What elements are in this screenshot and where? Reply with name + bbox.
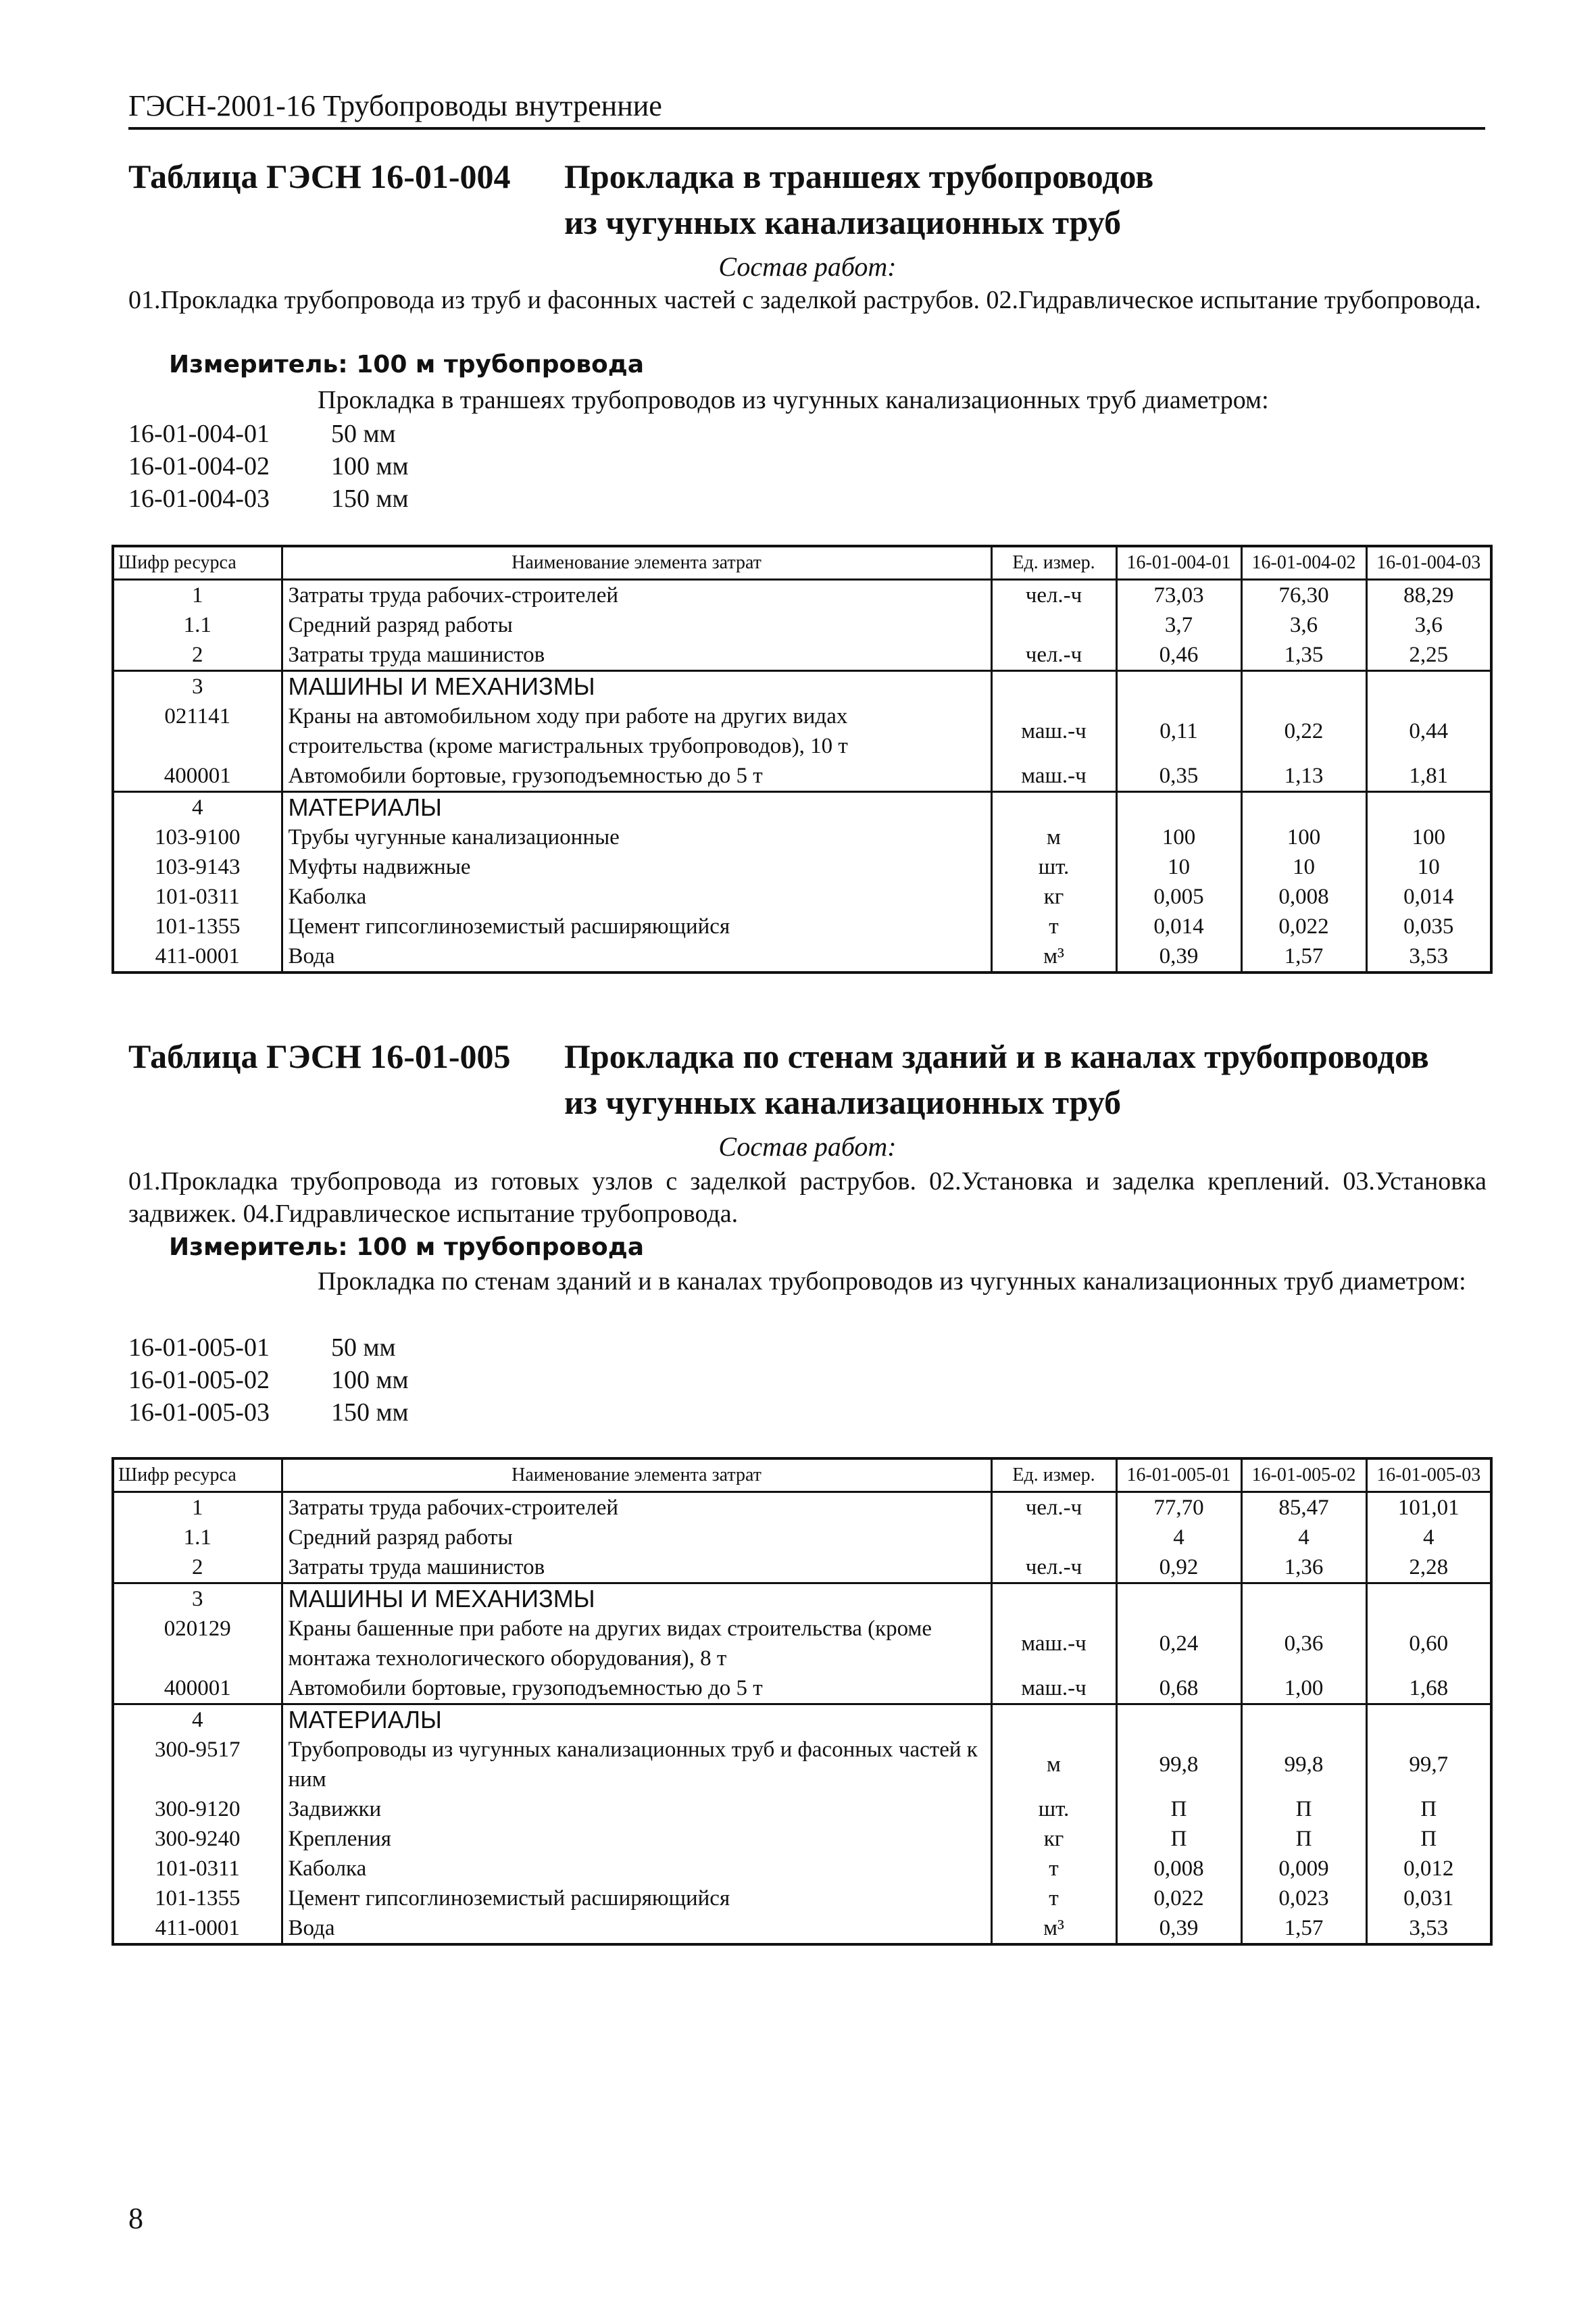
- cell-value: 0,46: [1116, 640, 1241, 671]
- cell-value: 0,24: [1116, 1614, 1241, 1673]
- cell-value: 0,22: [1241, 701, 1366, 761]
- cell-unit: [991, 671, 1116, 702]
- cell-code: 3: [113, 1583, 282, 1615]
- section-row: [113, 1704, 1491, 1736]
- cell-value: 101,01: [1397, 1496, 1460, 1520]
- page-number: 8: [128, 2202, 143, 2235]
- cell-code: 4: [113, 792, 282, 823]
- cell-name: Затраты труда рабочих-строителей: [282, 1492, 991, 1523]
- variants-intro: Прокладка по стенам зданий и в каналах трубопроводов из чугунных канализационных труб диаметром:: [318, 1267, 1466, 1296]
- section-row: [113, 671, 1491, 702]
- cell-value: [1116, 671, 1241, 702]
- works-text: 01.Прокладка трубопровода из готовых узлов с заделкой раструбов. 02.Установка и заделка креплений. 03.Установка задвижек. 04.Гидравлическое испытание трубопровода.: [128, 1167, 1487, 1228]
- cell-value: 1,81: [1366, 761, 1491, 792]
- cell-code: 411-0001: [113, 941, 282, 973]
- cell-value: 10: [1241, 852, 1366, 882]
- cell-value: 0,68: [1116, 1673, 1241, 1704]
- cell-value: 10: [1116, 852, 1241, 882]
- col-header-code: Шифр ресурса: [113, 1458, 282, 1492]
- table-row: [113, 1884, 1491, 1913]
- table-row: [113, 1552, 1491, 1583]
- variant-value: 100 мм: [331, 452, 409, 481]
- cell-value: 0,39: [1116, 941, 1241, 973]
- cell-name: Автомобили бортовые, грузоподъемностью до 5 т: [282, 1673, 991, 1704]
- variant-code: 16-01-005-02: [128, 1366, 270, 1394]
- cell-value: 0,008: [1116, 1854, 1241, 1884]
- cell-name: Крепления: [282, 1824, 991, 1854]
- cell-value: 99,8: [1241, 1735, 1366, 1794]
- col-header-variant-2: 16-01-005-02: [1241, 1458, 1366, 1492]
- table-row: [113, 701, 1491, 761]
- cell-value: 3,6: [1241, 610, 1366, 640]
- table-row: [113, 1673, 1491, 1704]
- cell-code: 101-0311: [113, 1854, 282, 1884]
- cell-value: 76,30: [1241, 580, 1366, 611]
- cell-unit: т: [991, 1854, 1116, 1884]
- cell-name: Задвижки: [282, 1794, 991, 1824]
- table-row: [113, 1854, 1491, 1884]
- cell-name: Трубы чугунные канализационные: [282, 822, 991, 852]
- cell-unit: чел.-ч: [991, 1492, 1116, 1523]
- cell-value: [1116, 1704, 1241, 1736]
- cell-value: 1,00: [1241, 1673, 1366, 1704]
- cell-unit: маш.-ч: [991, 1614, 1116, 1673]
- cell-value: 0,023: [1241, 1884, 1366, 1913]
- cell-value: П: [1241, 1824, 1366, 1854]
- table-row: [113, 761, 1491, 792]
- cell-unit: м: [991, 822, 1116, 852]
- cell-value: 4: [1116, 1523, 1241, 1552]
- cell-value: 99,8: [1116, 1735, 1241, 1794]
- cell-value: 0,022: [1116, 1884, 1241, 1913]
- table-label: Таблица ГЭСН 16-01-004: [128, 157, 511, 195]
- table-row: [113, 912, 1491, 941]
- cell-value: 1,57: [1241, 941, 1366, 973]
- cell-value: 0,008: [1241, 882, 1366, 912]
- cell-value: 3,7: [1116, 610, 1241, 640]
- section-title: МАТЕРИАЛЫ: [282, 792, 991, 823]
- table-row: [113, 822, 1491, 852]
- cell-code: 2: [113, 640, 282, 671]
- cell-unit: [991, 610, 1116, 640]
- cell-value: [1366, 1704, 1491, 1736]
- cell-code: 1: [113, 580, 282, 611]
- cell-value: [1241, 1583, 1366, 1615]
- cell-name: Автомобили бортовые, грузоподъемностью до 5 т: [282, 761, 991, 792]
- variant-code: 16-01-004-02: [128, 452, 270, 481]
- cell-value: 10: [1417, 855, 1440, 879]
- cell-value: 0,031: [1403, 1886, 1454, 1911]
- variant-value: 50 мм: [331, 420, 396, 448]
- cell-value: 1,57: [1241, 1913, 1366, 1944]
- cell-name: Цемент гипсоглиноземистый расширяющийся: [282, 1884, 991, 1913]
- works-caption: Состав работ:: [718, 251, 897, 282]
- variant-row: [128, 483, 409, 515]
- table-title-line2: из чугунных канализационных труб: [564, 203, 1122, 241]
- cell-code: 1: [113, 1492, 282, 1523]
- cell-value: 100: [1241, 822, 1366, 852]
- cell-unit: м³: [991, 1913, 1116, 1944]
- variant-row: [128, 450, 409, 483]
- col-header-variant-1: 16-01-005-01: [1116, 1458, 1241, 1492]
- cell-value: 0,60: [1409, 1631, 1449, 1656]
- variant-code: 16-01-004-01: [128, 420, 270, 448]
- cell-value: 100: [1116, 822, 1241, 852]
- cell-value: 85,47: [1241, 1492, 1366, 1523]
- cell-name: Краны башенные при работе на других видах строительства (кроме монтажа технологического оборудования), 8 т: [282, 1614, 991, 1673]
- table-label: Таблица ГЭСН 16-01-005: [128, 1037, 511, 1075]
- cell-name: Затраты труда рабочих-строителей: [282, 580, 991, 611]
- cell-code: 103-9143: [113, 852, 282, 882]
- cell-value: [1116, 792, 1241, 823]
- cell-code: 101-0311: [113, 882, 282, 912]
- table-row: [113, 610, 1491, 640]
- cell-value: 0,014: [1116, 912, 1241, 941]
- variant-value: 150 мм: [331, 1398, 409, 1427]
- section-row: [113, 1583, 1491, 1615]
- cell-value: 100: [1412, 825, 1445, 850]
- variant-code: 16-01-005-03: [128, 1398, 270, 1427]
- meter: Измеритель: 100 м трубопровода: [169, 351, 645, 378]
- cell-value: 0,39: [1116, 1913, 1241, 1944]
- cell-name: Каболка: [282, 1854, 991, 1884]
- cell-unit: чел.-ч: [991, 580, 1116, 611]
- cell-code: 4: [113, 1704, 282, 1736]
- section-row: [113, 792, 1491, 823]
- cell-unit: [991, 1523, 1116, 1552]
- cell-value: П: [1420, 1827, 1437, 1851]
- cell-unit: [991, 1704, 1116, 1736]
- table-row: [113, 1824, 1491, 1854]
- cell-value: П: [1116, 1794, 1241, 1824]
- cell-code: 411-0001: [113, 1913, 282, 1944]
- resource-table-16-01-004: [111, 545, 1493, 974]
- cell-unit: чел.-ч: [991, 640, 1116, 671]
- variants-intro: Прокладка в траншеях трубопроводов из чугунных канализационных труб диаметром:: [318, 386, 1269, 414]
- cell-code: 101-1355: [113, 1884, 282, 1913]
- col-header-code: Шифр ресурса: [113, 546, 282, 580]
- cell-unit: [991, 792, 1116, 823]
- table-row: [113, 941, 1491, 973]
- cell-unit: чел.-ч: [991, 1552, 1116, 1583]
- cell-value: 0,012: [1403, 1856, 1454, 1881]
- table-row: [113, 882, 1491, 912]
- cell-unit: шт.: [991, 852, 1116, 882]
- cell-unit: кг: [991, 882, 1116, 912]
- cell-value: П: [1116, 1824, 1241, 1854]
- variant-code: 16-01-005-01: [128, 1333, 270, 1362]
- table-row: [113, 1913, 1491, 1944]
- cell-value: 2,28: [1366, 1552, 1491, 1583]
- cell-name: Вода: [282, 941, 991, 973]
- cell-value: П: [1241, 1794, 1366, 1824]
- variant-row: [128, 418, 396, 450]
- cell-value: 4: [1423, 1525, 1435, 1550]
- cell-code: 3: [113, 671, 282, 702]
- cell-value: 73,03: [1116, 580, 1241, 611]
- cell-value: 1,13: [1241, 761, 1366, 792]
- cell-value: [1116, 1583, 1241, 1615]
- cell-name: Вода: [282, 1913, 991, 1944]
- cell-code: 101-1355: [113, 912, 282, 941]
- table-title-line2: из чугунных канализационных труб: [564, 1083, 1122, 1121]
- works-text: 01.Прокладка трубопровода из труб и фасонных частей с заделкой раструбов. 02.Гидравлическое испытание трубопровода.: [128, 286, 1482, 314]
- cell-value: 0,035: [1403, 914, 1454, 939]
- cell-code: 300-9240: [113, 1824, 282, 1854]
- cell-unit: кг: [991, 1824, 1116, 1854]
- cell-unit: т: [991, 912, 1116, 941]
- col-header-variant-3: 16-01-004-03: [1366, 546, 1491, 580]
- meter: Измеритель: 100 м трубопровода: [169, 1233, 645, 1261]
- variant-value: 50 мм: [331, 1333, 396, 1362]
- table-header-row: [113, 546, 1491, 580]
- table-row: [113, 1492, 1491, 1523]
- cell-value: 0,36: [1241, 1614, 1366, 1673]
- cell-code: 300-9517: [113, 1735, 282, 1794]
- col-header-unit: Ед. измер.: [991, 1458, 1116, 1492]
- cell-code: 021141: [113, 701, 282, 761]
- cell-value: 77,70: [1116, 1492, 1241, 1523]
- cell-value: П: [1420, 1797, 1437, 1821]
- cell-value: 99,7: [1409, 1752, 1449, 1777]
- cell-unit: [991, 1583, 1116, 1615]
- cell-code: 1.1: [113, 1523, 282, 1552]
- variant-value: 150 мм: [331, 485, 409, 513]
- table-row: [113, 852, 1491, 882]
- table-row: [113, 1735, 1491, 1794]
- cell-unit: м³: [991, 941, 1116, 973]
- cell-name: Затраты труда машинистов: [282, 640, 991, 671]
- cell-code: 400001: [113, 761, 282, 792]
- cell-name: Краны на автомобильном ходу при работе на других видах строительства (кроме магистральных трубопроводов), 10 т: [282, 701, 991, 761]
- col-header-unit: Ед. измер.: [991, 546, 1116, 580]
- table-row: [113, 640, 1491, 671]
- cell-value: 0,92: [1116, 1552, 1241, 1583]
- cell-value: 3,6: [1414, 613, 1443, 637]
- cell-code: 020129: [113, 1614, 282, 1673]
- cell-code: 103-9100: [113, 822, 282, 852]
- table-row: [113, 1794, 1491, 1824]
- cell-value: 0,35: [1116, 761, 1241, 792]
- cell-value: 1,68: [1366, 1673, 1491, 1704]
- table-title-line1: Прокладка в траншеях трубопроводов: [564, 157, 1154, 195]
- cell-name: Средний разряд работы: [282, 1523, 991, 1552]
- resource-table-16-01-005: [111, 1457, 1493, 1946]
- cell-value: [1366, 1583, 1491, 1615]
- cell-value: 88,29: [1403, 583, 1454, 608]
- cell-name: Средний разряд работы: [282, 610, 991, 640]
- cell-value: [1366, 671, 1491, 702]
- cell-value: 4: [1241, 1523, 1366, 1552]
- cell-name: Трубопроводы из чугунных канализационных труб и фасонных частей к ним: [282, 1735, 991, 1794]
- works-caption: Состав работ:: [718, 1131, 897, 1162]
- variant-code: 16-01-004-03: [128, 485, 270, 513]
- cell-value: 2,25: [1366, 640, 1491, 671]
- cell-code: 2: [113, 1552, 282, 1583]
- col-header-variant-3: 16-01-005-03: [1366, 1458, 1491, 1492]
- cell-value: 0,022: [1241, 912, 1366, 941]
- cell-value: 0,44: [1409, 719, 1449, 743]
- table-title-line1: Прокладка по стенам зданий и в каналах трубопроводов: [564, 1037, 1429, 1075]
- cell-value: 3,53: [1409, 944, 1449, 968]
- variant-row: [128, 1364, 409, 1396]
- cell-unit: маш.-ч: [991, 701, 1116, 761]
- cell-unit: т: [991, 1884, 1116, 1913]
- cell-value: 3,53: [1409, 1916, 1449, 1940]
- cell-unit: шт.: [991, 1794, 1116, 1824]
- running-head: ГЭСН-2001-16 Трубопроводы внутренние: [128, 85, 1485, 130]
- table-row: [113, 580, 1491, 611]
- variant-row: [128, 1396, 409, 1429]
- col-header-variant-1: 16-01-004-01: [1116, 546, 1241, 580]
- table-row: [113, 1523, 1491, 1552]
- cell-unit: маш.-ч: [991, 761, 1116, 792]
- col-header-name: Наименование элемента затрат: [282, 1458, 991, 1492]
- cell-name: Муфты надвижные: [282, 852, 991, 882]
- variant-row: [128, 1331, 396, 1364]
- col-header-variant-2: 16-01-004-02: [1241, 546, 1366, 580]
- section-title: МАТЕРИАЛЫ: [282, 1704, 991, 1736]
- cell-value: 0,009: [1241, 1854, 1366, 1884]
- col-header-name: Наименование элемента затрат: [282, 546, 991, 580]
- cell-value: [1241, 1704, 1366, 1736]
- variant-value: 100 мм: [331, 1366, 409, 1394]
- section-title: МАШИНЫ И МЕХАНИЗМЫ: [282, 671, 991, 702]
- cell-unit: м: [991, 1735, 1116, 1794]
- cell-name: Цемент гипсоглиноземистый расширяющийся: [282, 912, 991, 941]
- table-row: [113, 1614, 1491, 1673]
- cell-code: 1.1: [113, 610, 282, 640]
- cell-value: [1241, 671, 1366, 702]
- cell-unit: маш.-ч: [991, 1673, 1116, 1704]
- cell-value: 1,35: [1241, 640, 1366, 671]
- cell-value: [1241, 792, 1366, 823]
- cell-code: 300-9120: [113, 1794, 282, 1824]
- cell-code: 400001: [113, 1673, 282, 1704]
- cell-name: Затраты труда машинистов: [282, 1552, 991, 1583]
- cell-value: 0,014: [1403, 885, 1454, 909]
- section-title: МАШИНЫ И МЕХАНИЗМЫ: [282, 1583, 991, 1615]
- table-header-row: [113, 1458, 1491, 1492]
- cell-value: [1366, 792, 1491, 823]
- cell-value: 0,11: [1116, 701, 1241, 761]
- cell-value: 1,36: [1241, 1552, 1366, 1583]
- cell-value: 0,005: [1116, 882, 1241, 912]
- cell-name: Каболка: [282, 882, 991, 912]
